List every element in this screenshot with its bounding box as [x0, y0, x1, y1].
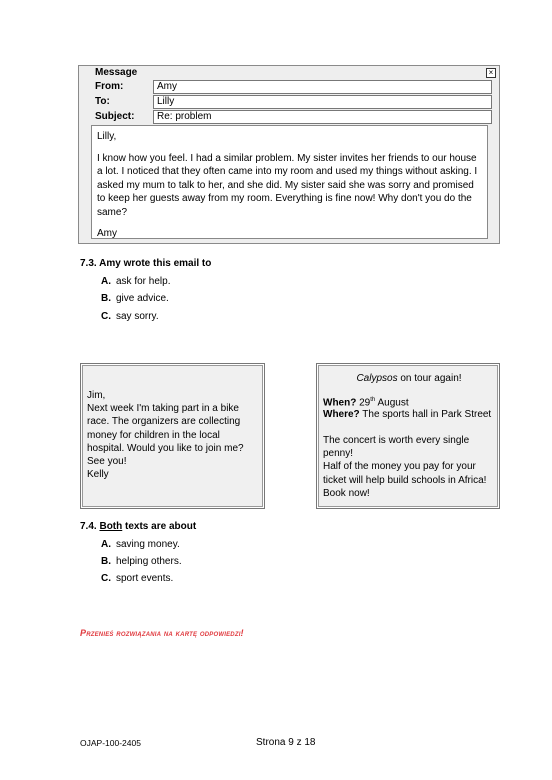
to-field[interactable]: Lilly	[153, 95, 492, 109]
poster-when: When? 29th August	[323, 397, 409, 409]
email-greeting: Lilly,	[97, 131, 117, 142]
poster-para-1: The concert is worth every single penny!	[323, 435, 470, 460]
poster-para-2: Half of the money you pay for your ticket will help build schools in Africa! Book now!	[323, 461, 487, 499]
question-number: 7.3.	[80, 258, 97, 269]
subject-label: Subject:	[95, 111, 135, 122]
note-jim-body: Next week I'm taking part in a bike race. The organizers are collecting money for children in the local hospital. Would you like to join me? See you!	[87, 403, 244, 468]
question-7-3-title	[80, 258, 211, 269]
to-label: To:	[95, 96, 110, 107]
transfer-instruction: Przenieś rozwiązania na kartę odpowiedzi!	[80, 628, 244, 638]
option-a: A. saving money.	[101, 539, 180, 550]
exam-code: OJAP-100-2405	[80, 738, 141, 748]
question-stem: texts are about	[122, 521, 197, 532]
email-signature: Amy	[97, 228, 117, 239]
note-jim-text	[87, 389, 257, 481]
question-stem-underlined: Both	[99, 521, 123, 532]
question-stem: Amy wrote this email to	[99, 258, 212, 269]
from-field[interactable]: Amy	[153, 80, 492, 94]
option-b: B. give advice.	[101, 293, 169, 304]
subject-field[interactable]: Re: problem	[153, 110, 492, 124]
poster-body	[323, 434, 493, 500]
question-7-4-title	[80, 521, 196, 532]
close-icon[interactable]: ×	[486, 68, 496, 78]
from-label: From:	[95, 81, 124, 92]
concert-poster-box	[316, 363, 500, 509]
note-jim-greeting: Jim,	[87, 390, 106, 401]
email-window	[78, 65, 500, 244]
question-number: 7.4.	[80, 521, 97, 532]
note-jim-signature: Kelly	[87, 469, 109, 481]
poster-where: Where? The sports hall in Park Street	[323, 409, 492, 420]
note-jim-box	[80, 363, 265, 509]
option-a: A. ask for help.	[101, 276, 171, 287]
option-c: C. sport events.	[101, 573, 174, 584]
option-c: C. say sorry.	[101, 311, 159, 322]
option-b: B. helping others.	[101, 556, 182, 567]
page-number: Strona 9 z 18	[256, 737, 316, 748]
email-body	[91, 125, 488, 239]
email-body-text: I know how you feel. I had a similar problem. My sister invites her friends to our house a lot. I noticed that they often came into my room and used my things without asking. I asked my mum to talk to her, and she did. My sister said she was sorry and promised to keep her guests away from my room. Everything is fine now! Why don't you do the same?	[97, 152, 478, 218]
poster-title: Calypsos on tour again!	[356, 373, 462, 384]
email-window-title: Message	[95, 67, 138, 78]
